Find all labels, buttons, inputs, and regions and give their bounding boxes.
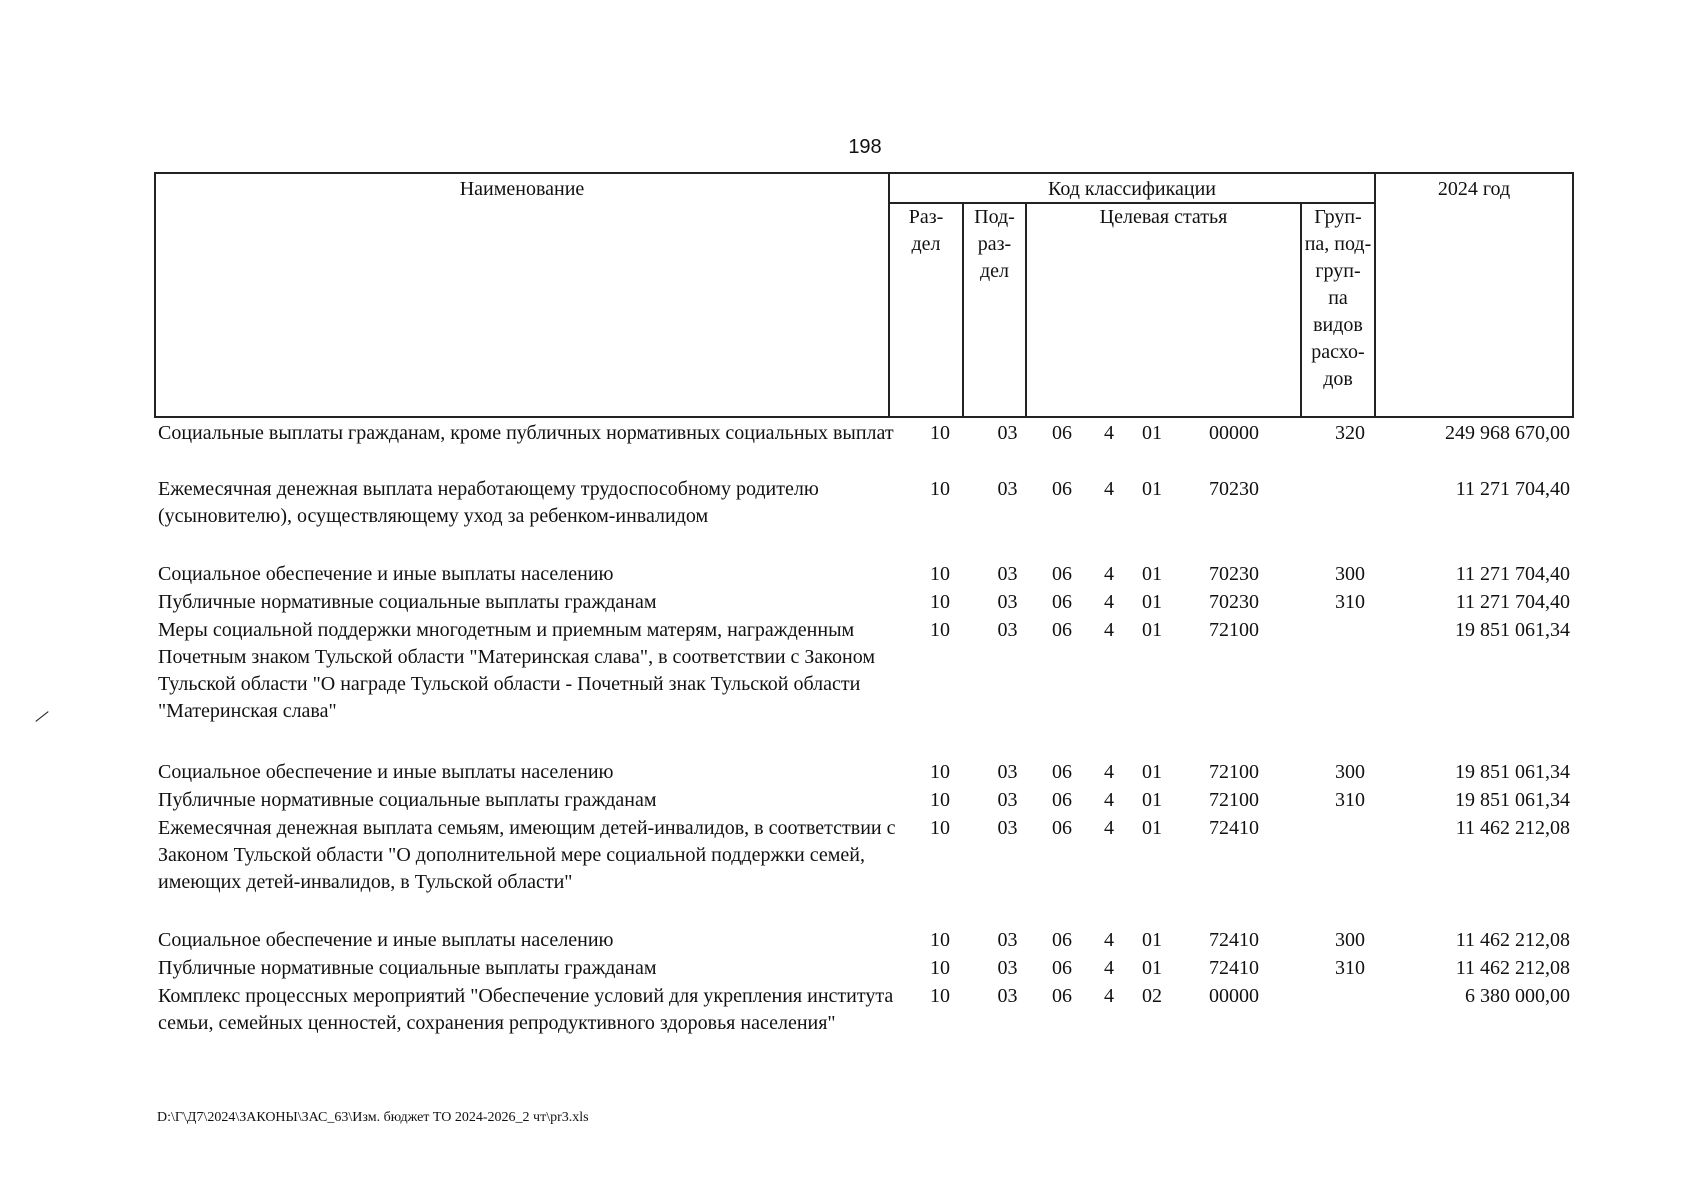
header-name: Наименование — [459, 178, 585, 200]
header-group: Груп- па, под- груп- па видов расхо- дов — [1304, 206, 1372, 390]
table-row: Публичные нормативные социальные выплаты гражданам 10 03 06 4 01 72100 310 19 851 061,34 — [158, 789, 1570, 811]
table-header — [154, 172, 1574, 418]
page-number: 198 — [848, 136, 882, 158]
header-code-group: Код классификации — [1047, 178, 1217, 200]
header-divider — [1025, 202, 1027, 416]
header-section: Раз- дел — [908, 206, 944, 255]
header-divider — [1374, 174, 1376, 416]
table-row: Социальные выплаты гражданам, кроме публичных нормативных социальных выплат 10 03 06 4 01 00000 320 249 968 670,00 — [158, 422, 1570, 444]
footer-file-path: D:\Г\Д7\2024\ЗАКОНЫ\ЗАС_63\Изм. бюджет ТО 2024-2026_2 чт\pr3.xls — [157, 1110, 589, 1125]
header-target-article: Целевая статья — [1099, 206, 1228, 228]
table-row: Публичные нормативные социальные выплаты гражданам 10 03 06 4 01 72410 310 11 462 212,08 — [158, 957, 1570, 979]
table-row: Комплекс процессных мероприятий "Обеспечение условий для укрепления института семьи, семейных ценностей, сохранения репродуктивного здоровья населения" 10 03 06 4 02 00000 6 380 000,00 — [158, 985, 1570, 1034]
table-row: Социальное обеспечение и иные выплаты населению 10 03 06 4 01 72100 300 19 851 061,34 — [158, 761, 1570, 783]
header-year: 2024 год — [1437, 178, 1511, 200]
table-row: Ежемесячная денежная выплата неработающему трудоспособному родителю (усыновителю), осуществляющему уход за ребенком-инвалидом 10 03 06 4 01 70230 11 271 704,40 — [158, 478, 1570, 527]
table-row: Публичные нормативные социальные выплаты гражданам 10 03 06 4 01 70230 310 11 271 704,40 — [158, 591, 1570, 613]
margin-mark — [35, 711, 48, 722]
header-subsection: Под- раз- дел — [974, 206, 1015, 282]
table-body — [154, 420, 1574, 1068]
table-row: Социальное обеспечение и иные выплаты населению 10 03 06 4 01 72410 300 11 462 212,08 — [158, 929, 1570, 951]
table-row: Меры социальной поддержки многодетным и приемным матерям, награжденным Почетным знаком Тульской области "Материнская слава", в соответствии с Законом Тульской области "О награде Тульской области - Почетный знак Тульской области "Материнская слава" 10 03 06 4 01 72100 19 851 061,34 — [158, 619, 1570, 722]
table-row: Социальное обеспечение и иные выплаты населению 10 03 06 4 01 70230 300 11 271 704,40 — [158, 563, 1570, 585]
table-row: Ежемесячная денежная выплата семьям, имеющим детей-инвалидов, в соответствии с Законом Тульской области "О дополнительной мере социальной поддержки семей, имеющих детей-инвалидов, в Тульской области" 10 03 06 4 01 72410 11 462 212,08 — [158, 817, 1570, 893]
